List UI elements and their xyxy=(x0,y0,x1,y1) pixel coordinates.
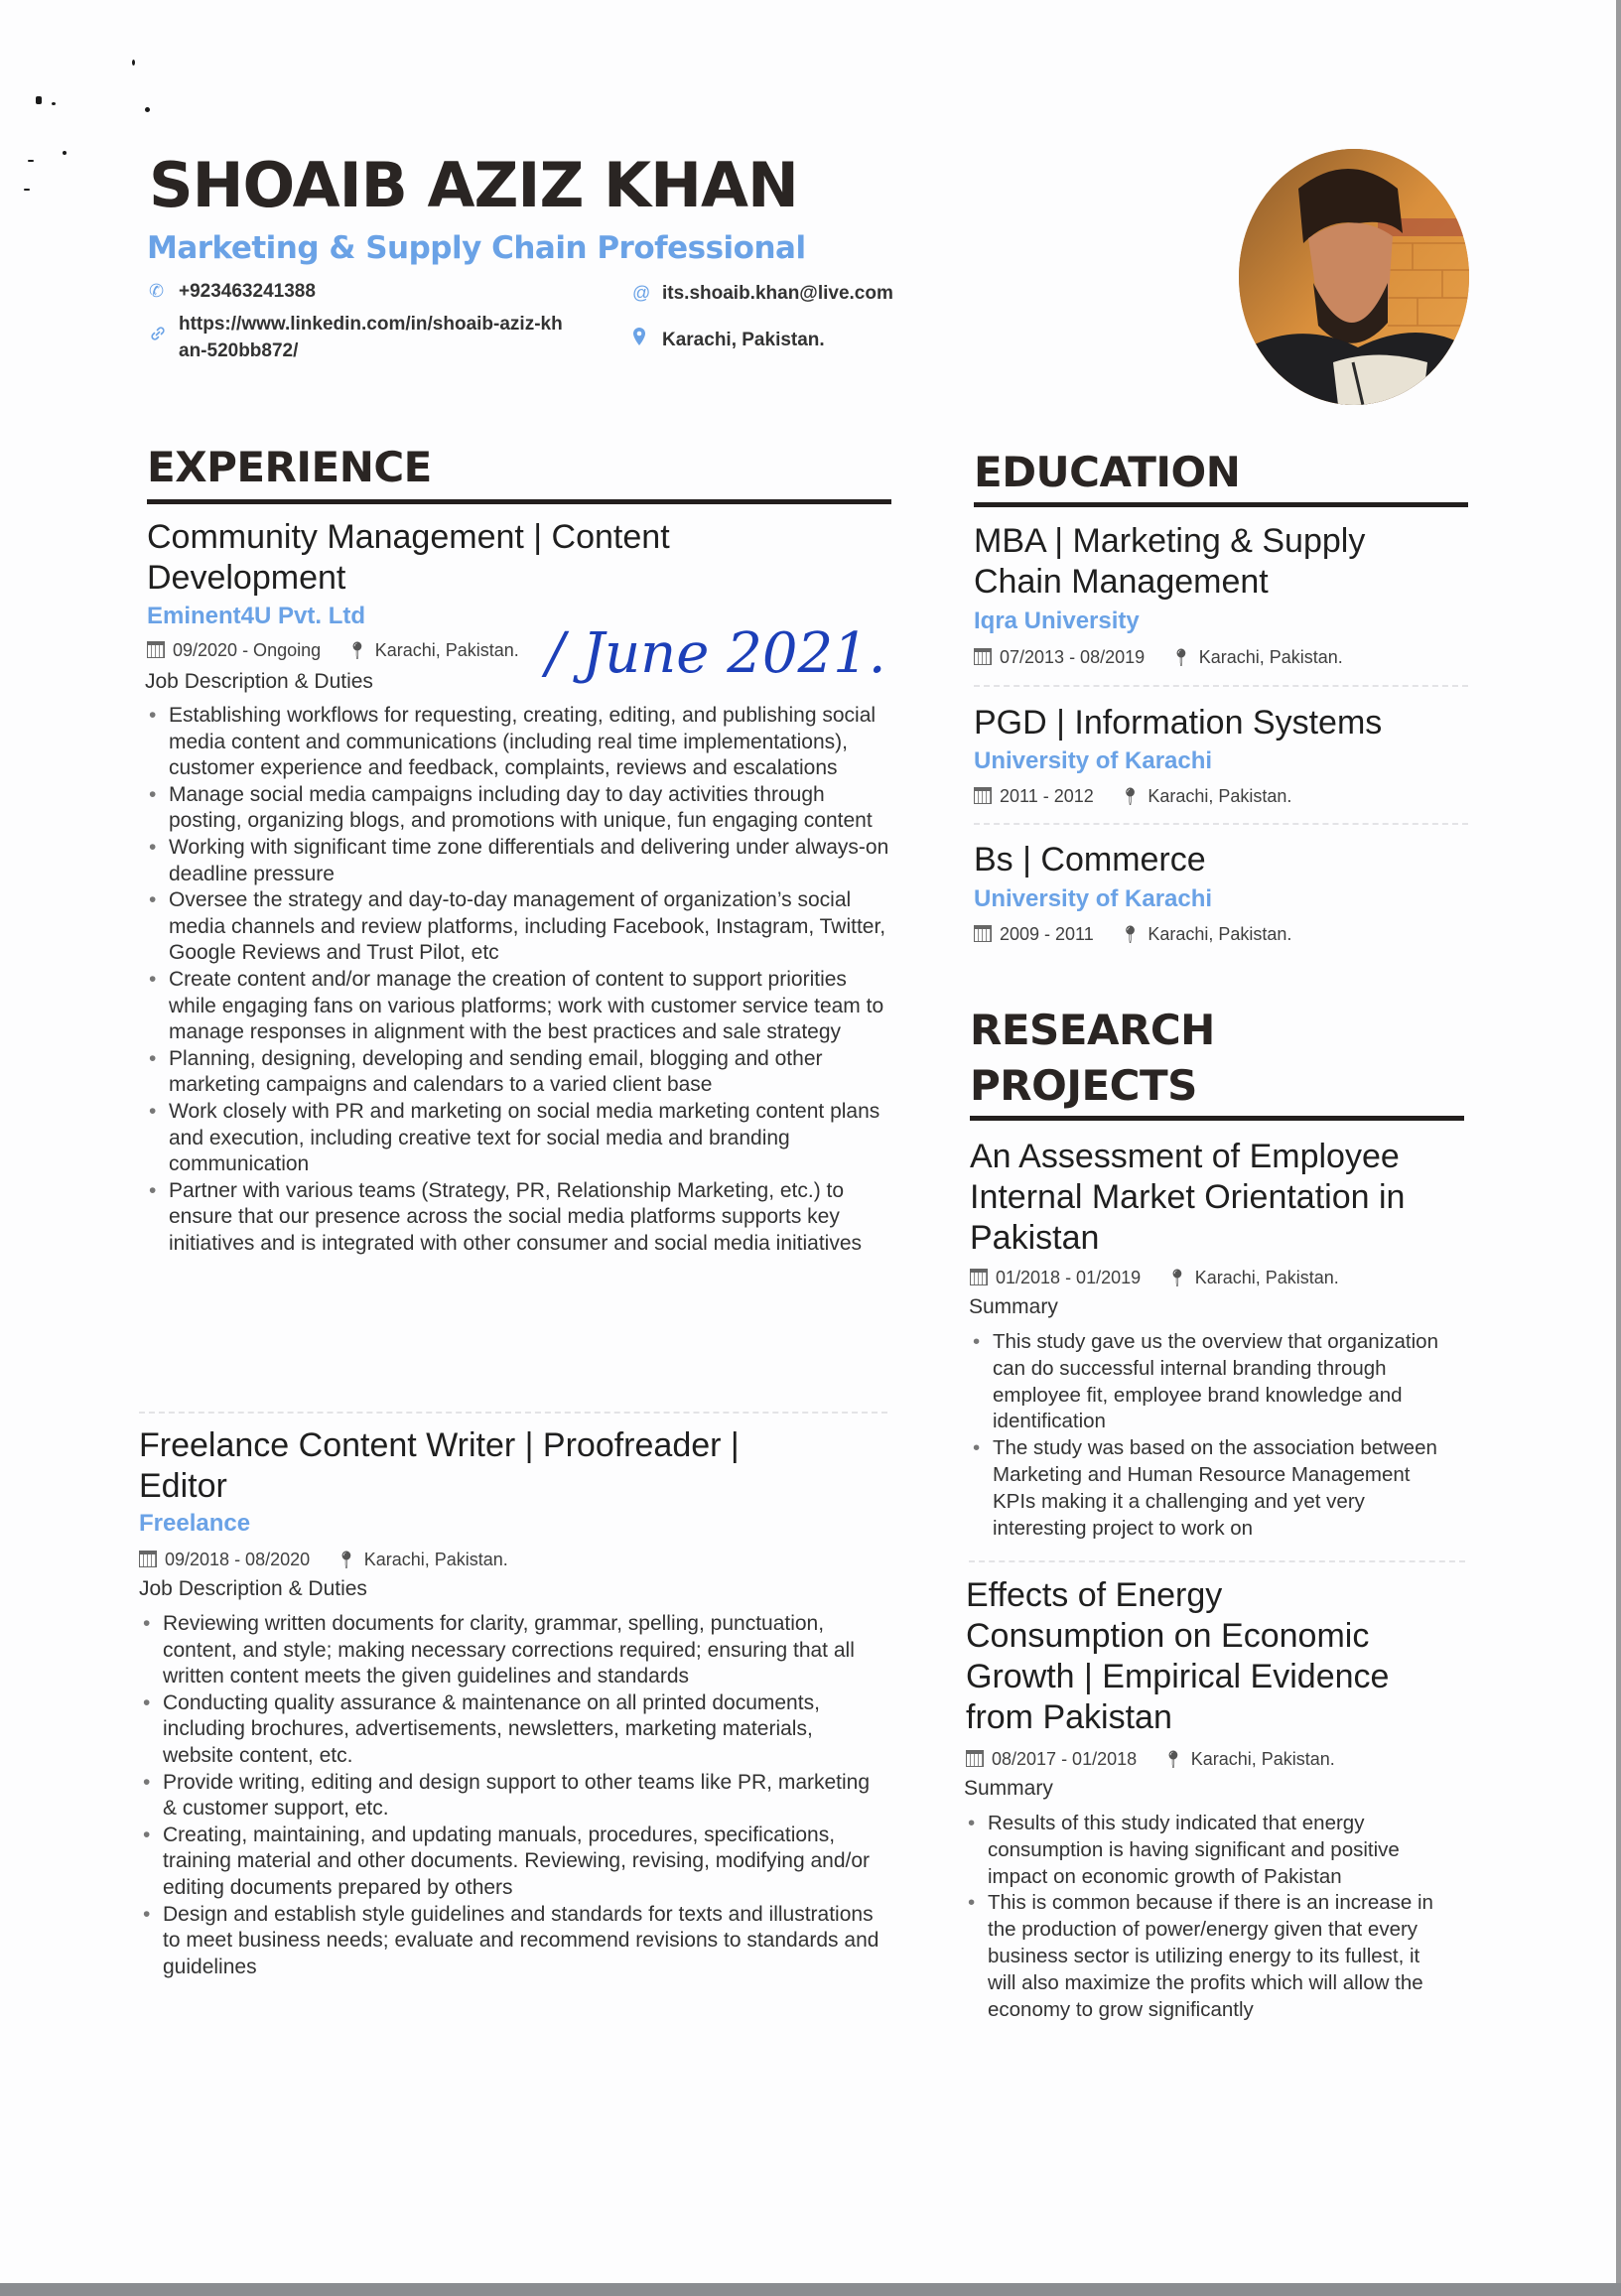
bullet-item: • The study was based on the association between Marketing and Human Resource Management KPIs making it a challenging and yet very interesting project to work on xyxy=(969,1435,1440,1542)
link-icon xyxy=(149,324,171,350)
job-meta xyxy=(147,638,519,663)
degree-title-line: MBA | Marketing & Supply xyxy=(974,522,1366,560)
scan-edge-right xyxy=(1616,0,1621,2296)
degree-title-line: Chain Management xyxy=(974,563,1269,601)
entry-divider xyxy=(974,823,1468,825)
summary-label: Summary xyxy=(969,1295,1058,1318)
entry-divider xyxy=(969,1560,1465,1562)
project-meta xyxy=(966,1747,1335,1772)
degree-title-line: PGD | Information Systems xyxy=(974,704,1383,742)
project-title xyxy=(970,1137,1471,1259)
bullet-item: • Working with significant time zone differentials and delivering under always-on deadline pressure xyxy=(145,835,889,887)
calendar-icon xyxy=(966,1750,984,1767)
school-name: University of Karachi xyxy=(974,747,1213,774)
degree-title xyxy=(974,703,1470,743)
project-location: Karachi, Pakistan. xyxy=(1190,1749,1335,1769)
project-title xyxy=(966,1575,1467,1738)
project-title-line: An Assessment of Employee xyxy=(970,1138,1400,1175)
map-pin-icon: 📍︎ xyxy=(1166,1269,1188,1287)
contact-location xyxy=(632,327,950,353)
location-text: Karachi, Pakistan. xyxy=(662,330,825,350)
project-meta xyxy=(970,1266,1339,1290)
section-rule xyxy=(970,1116,1464,1121)
degree-dates: 2011 - 2012 xyxy=(1000,786,1094,806)
job-dates: 09/2018 - 08/2020 xyxy=(165,1550,311,1569)
map-pin-icon xyxy=(632,327,654,354)
bullet-item: • Planning, designing, developing and sending email, blogging and other marketing campaigns and calendars to a varied client base xyxy=(145,1046,889,1099)
map-pin-icon: 📍︎ xyxy=(1170,648,1192,667)
job-title-line: Development xyxy=(147,559,346,597)
linkedin-url-line2[interactable]: an-520bb872/ xyxy=(179,340,299,361)
calendar-icon xyxy=(139,1551,157,1567)
degree-title xyxy=(974,521,1470,603)
degree-dates: 2009 - 2011 xyxy=(1000,924,1094,944)
section-rule xyxy=(147,499,891,504)
project-bullets xyxy=(964,1811,1450,2023)
calendar-icon xyxy=(970,1269,988,1285)
calendar-icon xyxy=(974,648,992,665)
degree-meta xyxy=(974,784,1291,809)
handwritten-note xyxy=(536,601,893,700)
bullet-item: • Design and establish style guidelines and standards for texts and illustrations to meet business needs; evaluate and recommend revisions to standards and guidelines xyxy=(139,1902,885,1981)
degree-dates: 07/2013 - 08/2019 xyxy=(1000,647,1146,667)
project-dates: 01/2018 - 01/2019 xyxy=(996,1268,1142,1287)
bullet-item: • This study gave us the overview that organization can do successful internal branding through employee fit, employee brand knowledge and identification xyxy=(969,1329,1440,1435)
school-name: Iqra University xyxy=(974,608,1140,634)
job-meta xyxy=(139,1548,508,1572)
map-pin-icon: 📍︎ xyxy=(346,641,368,660)
section-heading-line: PROJECTS xyxy=(970,1061,1197,1110)
job-location: Karachi, Pakistan. xyxy=(374,640,519,660)
scan-speck xyxy=(145,107,150,112)
section-heading-research xyxy=(970,1003,1215,1114)
summary-label: Summary xyxy=(964,1777,1053,1800)
job-title-line: Editor xyxy=(139,1467,227,1505)
handwritten-note-text: / June 2021. xyxy=(546,621,886,686)
bullet-item: • Establishing workflows for requesting, creating, editing, and publishing social media content and communications (including real time implementations), customer experience and feedback, complaints, reviews and escalations xyxy=(145,703,889,782)
job-title xyxy=(147,517,881,599)
scan-speck xyxy=(132,60,135,66)
calendar-icon xyxy=(974,925,992,942)
degree-meta xyxy=(974,922,1291,947)
project-location: Karachi, Pakistan. xyxy=(1194,1268,1339,1287)
bullet-item: • Reviewing written documents for clarity, grammar, spelling, punctuation, content, and style; making necessary corrections required; ensuring that all written content meets the given guidelines and standards xyxy=(139,1611,885,1690)
job-title xyxy=(139,1425,893,1507)
calendar-icon xyxy=(147,641,165,658)
job-title-line: Community Management | Content xyxy=(147,518,670,556)
scan-speck xyxy=(52,102,56,105)
job-description-label: Job Description & Duties xyxy=(139,1577,367,1600)
scan-speck xyxy=(36,96,42,104)
email-address[interactable]: its.shoaib.khan@live.com xyxy=(662,283,893,304)
candidate-name: SHOAIB AZIZ KHAN xyxy=(149,149,798,221)
bullet-item: • Work closely with PR and marketing on social media marketing content plans and execution, including creative text for social media and branding communication xyxy=(145,1099,889,1178)
bullet-item: • Conducting quality assurance & maintenance on all printed documents, including brochures, advertisements, newsletters, marketing materials, website content, etc. xyxy=(139,1690,885,1770)
job-location: Karachi, Pakistan. xyxy=(363,1550,508,1569)
project-dates: 08/2017 - 01/2018 xyxy=(992,1749,1138,1769)
linkedin-url-line1[interactable]: https://www.linkedin.com/in/shoaib-aziz-kh xyxy=(179,314,563,335)
project-title-line: Growth | Empirical Evidence xyxy=(966,1658,1390,1695)
bullet-item: • Provide writing, editing and design support to other teams like PR, marketing & customer support, etc. xyxy=(139,1770,885,1823)
job-bullets xyxy=(145,703,889,1257)
school-name: University of Karachi xyxy=(974,885,1213,912)
bullet-item: • This is common because if there is an increase in the production of power/energy given that every business sector is utilizing energy to its fullest, it will also maximize the profits which will allow the economy to grow significantly xyxy=(964,1890,1450,2023)
phone-icon: ✆ xyxy=(149,281,165,301)
degree-location: Karachi, Pakistan. xyxy=(1148,924,1292,944)
scan-speck xyxy=(24,189,30,191)
degree-meta xyxy=(974,645,1343,670)
section-heading-experience: EXPERIENCE xyxy=(147,443,432,491)
at-icon: @ xyxy=(632,283,651,303)
degree-title xyxy=(974,840,1470,880)
map-pin-icon: 📍︎ xyxy=(336,1551,357,1569)
entry-divider xyxy=(139,1412,887,1414)
scan-edge-bottom xyxy=(0,2283,1621,2296)
project-title-line: Consumption on Economic xyxy=(966,1617,1370,1655)
bullet-item: • Create content and/or manage the creation of content to support priorities while engaging fans on various platforms; work with customer service team to manage responses in alignment with the best practices and sale strategy xyxy=(145,967,889,1046)
map-pin-icon: 📍︎ xyxy=(1119,925,1142,944)
bullet-item: • Results of this study indicated that energy consumption is having significant and positive impact on economic growth of Pakistan xyxy=(964,1811,1450,1890)
degree-location: Karachi, Pakistan. xyxy=(1198,647,1343,667)
map-pin-icon: 📍︎ xyxy=(1119,787,1142,806)
bullet-item: • Oversee the strategy and day-to-day management of organization’s social media channels and review platforms, including Facebook, Instagram, Twitter, Google Reviews and Trust Pilot, etc xyxy=(145,887,889,967)
bullet-item: • Partner with various teams (Strategy, PR, Relationship Marketing, etc.) to ensure that our presence across the social media platforms supports key initiatives and is integrated with other consumer and social media initiatives xyxy=(145,1178,889,1258)
company-name: Freelance xyxy=(139,1510,251,1537)
phone-number: +923463241388 xyxy=(179,281,316,302)
degree-location: Karachi, Pakistan. xyxy=(1148,786,1292,806)
contact-phone xyxy=(149,278,566,305)
project-title-line: from Pakistan xyxy=(966,1698,1172,1736)
section-rule xyxy=(974,502,1468,507)
company-name: Eminent4U Pvt. Ltd xyxy=(147,603,366,629)
section-heading-education: EDUCATION xyxy=(974,448,1241,496)
project-title-line: Pakistan xyxy=(970,1219,1100,1257)
profile-photo xyxy=(1239,149,1469,405)
job-description-label: Job Description & Duties xyxy=(145,670,373,693)
map-pin-icon: 📍︎ xyxy=(1162,1750,1184,1769)
job-dates: 09/2020 - Ongoing xyxy=(173,640,322,660)
section-heading-line: RESEARCH xyxy=(970,1006,1215,1054)
job-title-line: Freelance Content Writer | Proofreader | xyxy=(139,1426,740,1464)
calendar-icon xyxy=(974,787,992,804)
project-title-line: Internal Market Orientation in xyxy=(970,1178,1406,1216)
bullet-item: • Manage social media campaigns including day to day activities through posting, organizing blogs, and promotions with unique, fun engaging content xyxy=(145,782,889,835)
project-title-line: Effects of Energy xyxy=(966,1576,1223,1614)
bullet-item: • Creating, maintaining, and updating manuals, procedures, specifications, training material and other documents. Reviewing, revising, modifying and/or editing documents prepared by others xyxy=(139,1823,885,1902)
scan-speck xyxy=(28,160,34,162)
job-bullets xyxy=(139,1611,885,1980)
contact-email[interactable] xyxy=(632,280,950,307)
entry-divider xyxy=(974,685,1468,687)
scan-speck xyxy=(63,151,67,155)
project-bullets xyxy=(969,1329,1440,1542)
professional-title: Marketing & Supply Chain Professional xyxy=(147,230,806,266)
contact-linkedin[interactable] xyxy=(149,311,625,364)
degree-title-line: Bs | Commerce xyxy=(974,841,1206,878)
